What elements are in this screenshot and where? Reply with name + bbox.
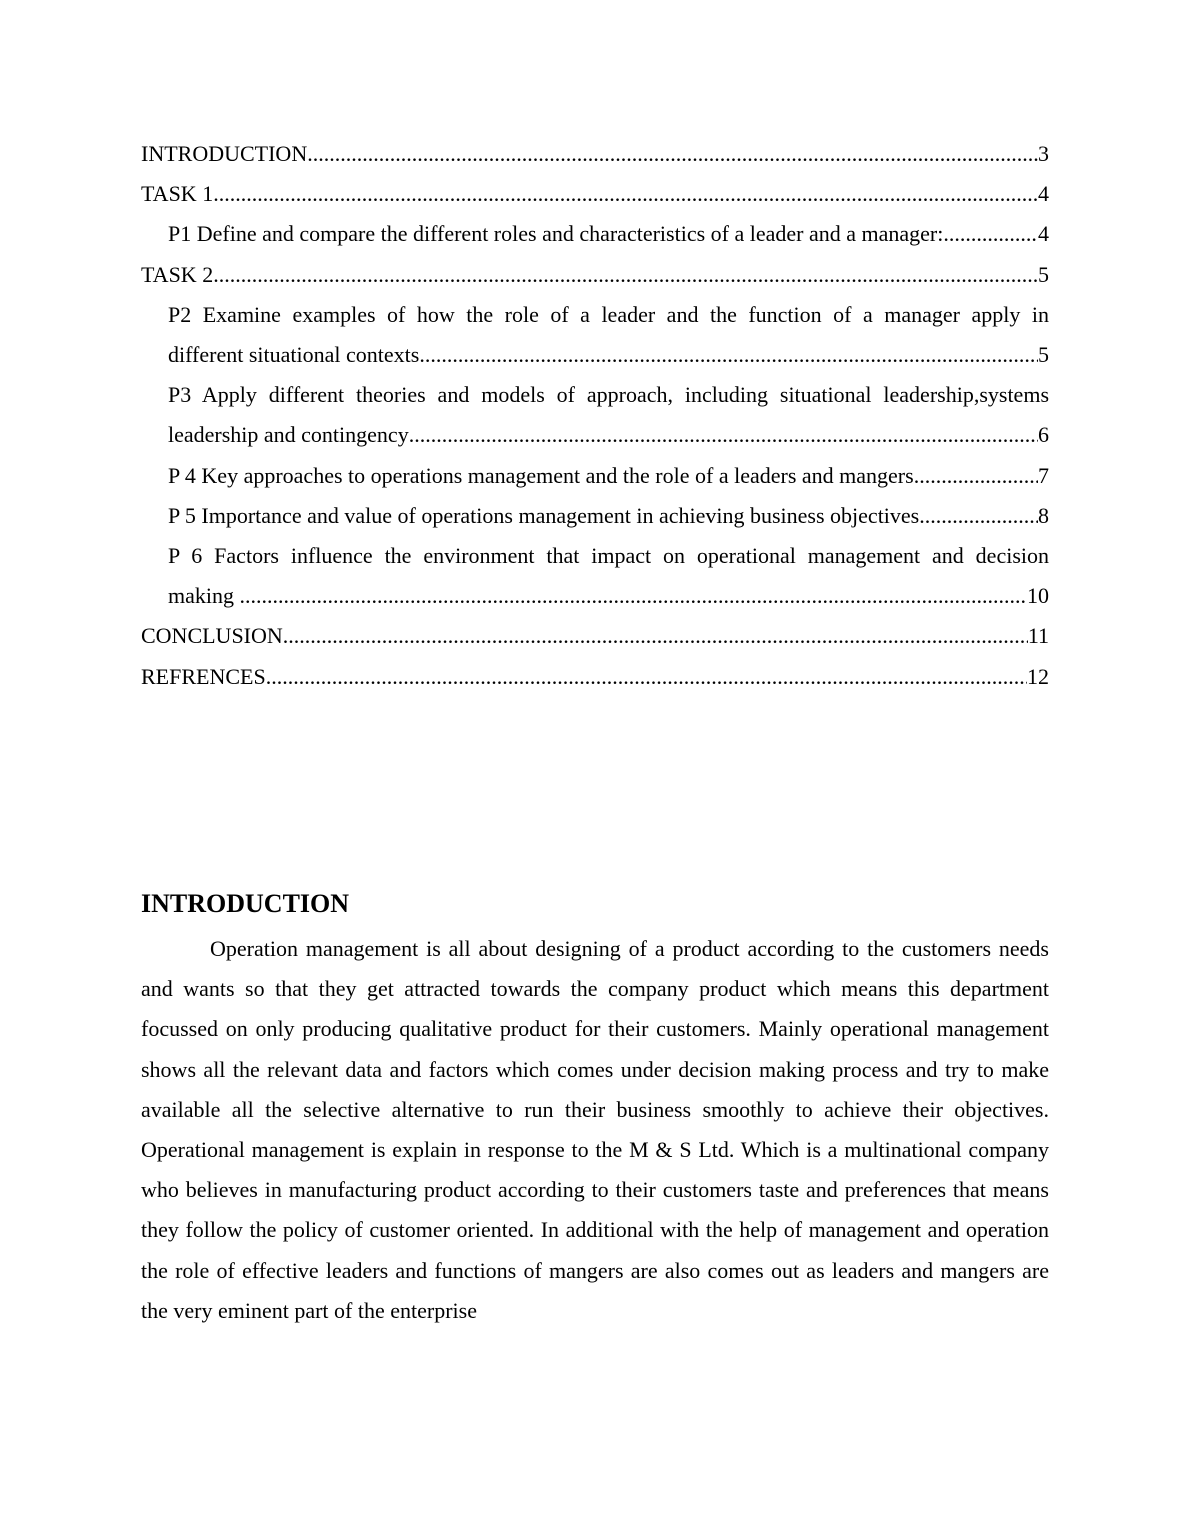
toc-entry-label-line2: leadership and contingency xyxy=(168,422,409,448)
toc-leader-dots xyxy=(914,456,1038,496)
toc-entry-task-2[interactable] xyxy=(141,255,1049,295)
toc-entry-label-line1: P3 Apply different theories and models of approach, including situational leadership,systems xyxy=(168,382,1049,408)
toc-page-number: 12 xyxy=(1027,663,1049,689)
toc-entry-p4[interactable] xyxy=(141,456,1049,496)
toc-page-number: 10 xyxy=(1027,583,1049,609)
toc-leader-dots xyxy=(283,616,1028,656)
toc-entry-label: P 5 Importance and value of operations management in achieving business objectives xyxy=(168,502,920,528)
toc-page-number: 4 xyxy=(1038,181,1049,207)
toc-page-number: 3 xyxy=(1038,141,1049,166)
toc-entry-conclusion[interactable] xyxy=(141,616,1049,656)
introduction-paragraph: Operation management is all about designing of a product according to the customers needs and wants so that they get attracted towards the company product which means this department focussed on only producing qualitative product for their customers. Mainly operational management shows all the relevant data and factors which comes under decision making process and try to make available all the selective alternative to run their business smoothly to achieve their objectives. Operational management is explain in response to the M & S Ltd. Which is a multinational company who believes in manufacturing product according to their customers taste and preferences that means they follow the policy of customer oriented. In additional with the help of management and operation the role of effective leaders and functions of mangers are also comes out as leaders and mangers are the very eminent part of the enterprise xyxy=(141,936,1049,1323)
toc-entry-p2[interactable] xyxy=(141,295,1049,375)
toc-entry-p3[interactable] xyxy=(141,375,1049,455)
toc-entry-label: CONCLUSION xyxy=(141,623,283,649)
toc-entry-label-line2: different situational contexts xyxy=(168,342,420,368)
toc-leader-dots xyxy=(943,214,1038,254)
toc-entry-introduction[interactable] xyxy=(141,134,1049,174)
toc-entry-p5[interactable] xyxy=(141,496,1049,536)
toc-entry-label: P1 Define and compare the different roles and characteristics of a leader and a manager: xyxy=(168,221,944,247)
toc-entry-label: P 4 Key approaches to operations management and the role of a leaders and mangers xyxy=(168,462,914,488)
toc-entry-p6[interactable] xyxy=(141,536,1049,616)
toc-entry-label: INTRODUCTION xyxy=(141,141,308,166)
toc-entry-label-line1: P 6 Factors influence the environment that impact on operational management and decision xyxy=(168,543,1049,569)
toc-leader-dots xyxy=(266,657,1027,697)
toc-page-number: 4 xyxy=(1038,221,1049,247)
toc-entry-label: TASK 2 xyxy=(141,261,214,287)
toc-entry-label-line1: P2 Examine examples of how the role of a leader and the function of a manager apply in xyxy=(168,301,1049,327)
toc-entry-label-line2: making xyxy=(168,583,240,609)
toc-page-number: 5 xyxy=(1038,261,1049,287)
toc-leader-dots xyxy=(419,335,1038,375)
toc-entry-references[interactable] xyxy=(141,657,1049,697)
toc-page-number: 8 xyxy=(1038,502,1049,528)
toc-leader-dots xyxy=(919,496,1038,536)
introduction-heading: INTRODUCTION xyxy=(141,889,350,918)
toc-entry-p1[interactable] xyxy=(141,214,1049,254)
toc-page-number: 5 xyxy=(1038,342,1049,368)
toc-entry-task-1[interactable] xyxy=(141,174,1049,214)
toc-leader-dots xyxy=(240,576,1028,616)
toc-leader-dots xyxy=(213,255,1038,295)
toc-page-number: 6 xyxy=(1038,422,1049,448)
toc-entry-label: TASK 1 xyxy=(141,181,214,207)
toc-leader-dots xyxy=(409,415,1038,455)
toc-leader-dots xyxy=(307,134,1038,174)
toc-page-number: 11 xyxy=(1027,623,1049,649)
table-of-contents xyxy=(141,134,1049,697)
toc-entry-label: REFRENCES xyxy=(141,663,266,689)
toc-leader-dots xyxy=(213,174,1038,214)
toc-page-number: 7 xyxy=(1038,462,1049,488)
